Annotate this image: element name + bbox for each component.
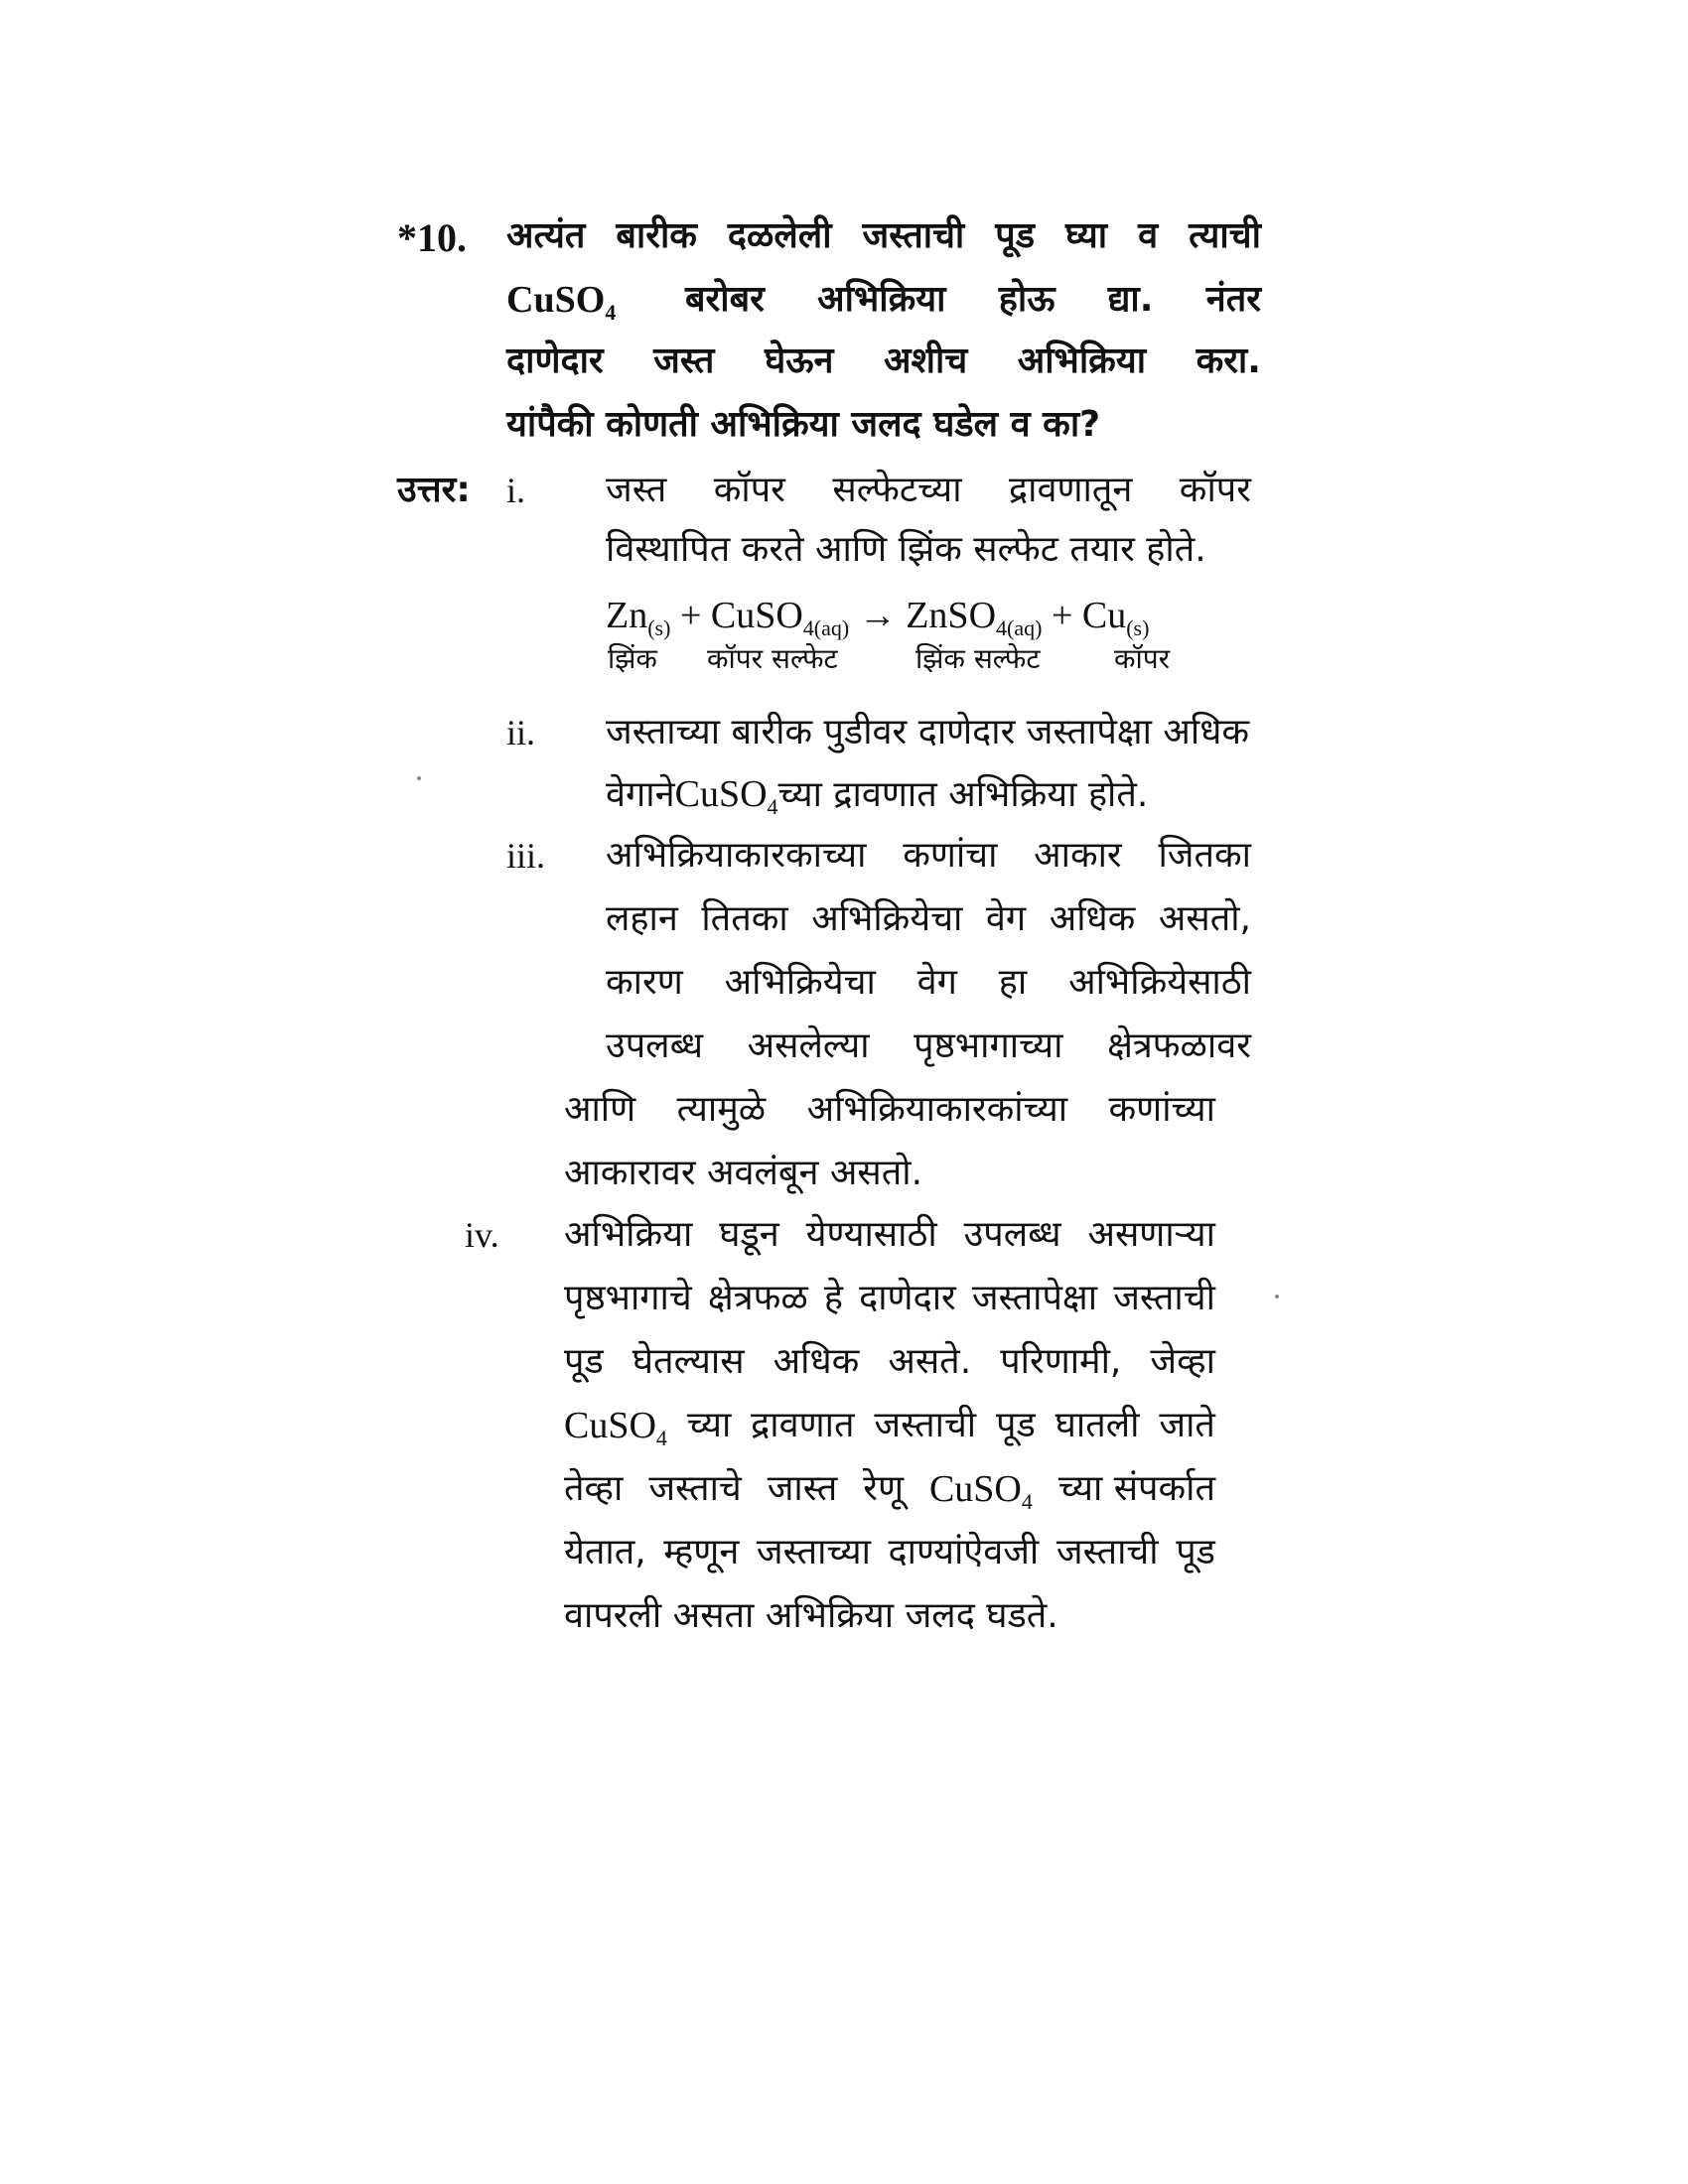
word: करा.	[1196, 341, 1261, 381]
word: च्या संपर्कात	[1057, 1468, 1215, 1509]
word: वेग	[985, 898, 1027, 939]
word: जास्त	[767, 1468, 838, 1509]
word: जस्त	[606, 470, 667, 510]
equation-label-zinc-sulphate: झिंक सल्फेट	[915, 642, 1041, 675]
word: दाणेदार	[506, 341, 604, 381]
chemical-equation	[606, 592, 1149, 652]
word: बारीक	[616, 215, 697, 256]
question-formula	[506, 276, 616, 337]
point-iii-line-3	[606, 959, 1251, 1007]
formula-subscript: 4	[767, 794, 778, 819]
word: कणांचा	[903, 835, 998, 876]
word: पूड	[1176, 1532, 1215, 1572]
word: जाते	[1159, 1405, 1215, 1445]
word: कॉपर	[713, 470, 785, 510]
word: कणांच्या	[1108, 1089, 1215, 1130]
point-ii-line-2	[606, 770, 1148, 831]
word: जस्ताच्या	[756, 1532, 871, 1572]
question-line-3	[506, 338, 1261, 385]
word: पृष्ठभागाच्या	[914, 1025, 1063, 1066]
word: बरोबर	[685, 279, 765, 320]
word: अत्यंत	[506, 215, 586, 256]
word: अभिक्रियेचा	[811, 898, 963, 939]
point-iv-line-3	[564, 1338, 1215, 1386]
word: तेव्हा	[564, 1468, 624, 1509]
word: असते.	[888, 1341, 972, 1382]
point-iii-line-6: आकारावर अवलंबून असतो.	[564, 1153, 923, 1193]
point-iii-line-2	[606, 895, 1251, 943]
zn-state: (s)	[647, 615, 671, 640]
word: व	[1138, 215, 1159, 256]
zn-symbol: Zn	[606, 595, 648, 636]
equation-label-copper: कॉपर	[1114, 642, 1171, 675]
word: अभिक्रियेचा	[724, 962, 876, 1003]
word: अधिक	[773, 1341, 860, 1382]
point-numeral-iii: iii.	[506, 836, 546, 876]
word: तितका	[701, 898, 788, 939]
equation-label-zinc: झिंक	[608, 642, 657, 675]
word: अभिक्रियाकारकांच्या	[806, 1089, 1068, 1130]
word: होऊ	[998, 279, 1055, 320]
word: घ्या	[1064, 215, 1108, 256]
word: जस्ताची	[1055, 1532, 1159, 1572]
point-iv-line-4	[564, 1402, 1215, 1462]
formula	[929, 1465, 1033, 1526]
word: दळलेली	[727, 215, 832, 256]
reaction-arrow: →	[858, 595, 897, 636]
word: पृष्ठभागाचे	[564, 1278, 692, 1318]
word: नंतर	[1205, 279, 1261, 320]
word: द्रावणातून	[1009, 470, 1133, 510]
point-numeral-i: i.	[506, 471, 526, 510]
word: जस्ताची	[1113, 1278, 1215, 1318]
point-iii-line-4	[606, 1023, 1251, 1070]
scan-speck	[1275, 1295, 1279, 1298]
formula-text: CuSO	[564, 1405, 656, 1446]
word: पूड	[995, 215, 1035, 256]
word: अभिक्रिया	[817, 279, 946, 320]
formula-text: CuSO	[928, 1468, 1022, 1510]
word: उपलब्ध	[606, 1025, 704, 1066]
word: पूड	[564, 1341, 604, 1382]
word: सल्फेटच्या	[832, 470, 962, 510]
word: जेव्हा	[1150, 1341, 1215, 1382]
formula	[564, 1402, 667, 1462]
word: च्या	[686, 1405, 732, 1445]
word: घेऊन	[764, 341, 834, 381]
plus-sign: +	[1051, 595, 1073, 636]
word: जस्ताचे	[648, 1468, 742, 1509]
word: घातली	[1055, 1405, 1140, 1445]
point-iv-line-1	[564, 1211, 1215, 1259]
word: उपलब्ध	[963, 1214, 1061, 1255]
word: क्षेत्रफळावर	[1107, 1025, 1251, 1066]
word: घडून	[719, 1214, 779, 1255]
word: येतात,	[564, 1532, 646, 1572]
cu-state: (s)	[1126, 615, 1150, 640]
word: हे	[823, 1278, 843, 1318]
point-i-line-1	[606, 467, 1251, 514]
word: जस्ताची	[862, 215, 965, 256]
word: कॉपर	[1179, 470, 1251, 510]
word: अभिक्रिया	[1017, 341, 1147, 381]
word: जस्तापेक्षा	[971, 1278, 1098, 1318]
word: वेग	[916, 962, 957, 1003]
point-i-line-2: विस्थापित करते आणि झिंक सल्फेट तयार होते.	[606, 529, 1206, 570]
word: असणाऱ्या	[1087, 1214, 1215, 1255]
question-number: *10.	[397, 215, 467, 260]
point-numeral-iv: iv.	[465, 1215, 499, 1255]
formula-text: CuSO	[506, 279, 606, 321]
formula-text: CuSO	[674, 773, 768, 815]
point-iv-line-7: वापरली असता अभिक्रिया जलद घडते.	[564, 1595, 1058, 1636]
word: येण्यासाठी	[805, 1214, 937, 1255]
formula-subscript: 4	[655, 1426, 667, 1450]
word: द्रावणात	[751, 1405, 855, 1445]
word: त्याची	[1189, 215, 1261, 256]
word: आकार	[1034, 835, 1122, 876]
point-iii-line-1	[606, 832, 1251, 880]
cu-symbol: Cu	[1081, 595, 1127, 636]
word: दाण्यांऐवजी	[888, 1532, 1040, 1572]
word: जितका	[1158, 835, 1251, 876]
word: अधिक	[1049, 898, 1136, 939]
word: पूड	[996, 1405, 1036, 1445]
word: घेतल्यास	[632, 1341, 745, 1382]
word: असलेल्या	[747, 1025, 870, 1066]
question-line-4: यांपैकी कोणती अभिक्रिया जलद घडेल व का?	[506, 404, 1101, 445]
word: अशीच	[884, 341, 968, 381]
word: हा	[998, 962, 1028, 1003]
question-line-1	[506, 212, 1261, 260]
equation-label-copper-sulphate: कॉपर सल्फेट	[707, 642, 838, 675]
word: अभिक्रियेसाठी	[1068, 962, 1251, 1003]
cuso4-formula: CuSO	[710, 595, 803, 636]
scan-speck	[417, 776, 421, 780]
point-iv-line-6	[564, 1529, 1215, 1576]
znso4-state: 4(aq)	[996, 615, 1043, 640]
point-iv-line-2	[564, 1275, 1215, 1322]
word: असतो,	[1158, 898, 1251, 939]
word: दाणेदार	[859, 1278, 956, 1318]
word: कारण	[606, 962, 683, 1003]
word: लहान	[606, 898, 678, 939]
formula-subscript: 4	[605, 300, 617, 325]
word: अभिक्रिया	[564, 1214, 693, 1255]
plus-sign: +	[679, 595, 702, 636]
word: त्यामुळे	[676, 1089, 767, 1130]
word: जस्त	[653, 341, 715, 381]
question-line-2	[685, 276, 1261, 324]
point-iii-line-5	[564, 1086, 1215, 1134]
word: द्या.	[1107, 279, 1154, 320]
cuso4-state: 4(aq)	[802, 615, 850, 640]
word: क्षेत्रफळ	[707, 1278, 808, 1318]
answer-label: उत्तर:	[397, 470, 471, 510]
word: जस्ताची	[874, 1405, 977, 1445]
znso4-formula: ZnSO	[906, 595, 997, 636]
word: म्हणून	[663, 1532, 740, 1572]
word: रेणू	[863, 1468, 904, 1509]
word: आणि	[564, 1089, 636, 1130]
point-ii-line-1: जस्ताच्या बारीक पुडीवर दाणेदार जस्तापेक्षा अधिक	[606, 712, 1249, 752]
point-iv-line-5	[564, 1465, 1215, 1526]
word: परिणामी,	[1000, 1341, 1122, 1382]
word: वेगाने	[606, 774, 675, 815]
point-numeral-ii: ii.	[506, 713, 536, 752]
formula-subscript: 4	[1021, 1489, 1033, 1514]
word: अभिक्रियाकारकाच्या	[606, 835, 867, 876]
word: च्या द्रावणात अभिक्रिया होते.	[777, 774, 1149, 815]
